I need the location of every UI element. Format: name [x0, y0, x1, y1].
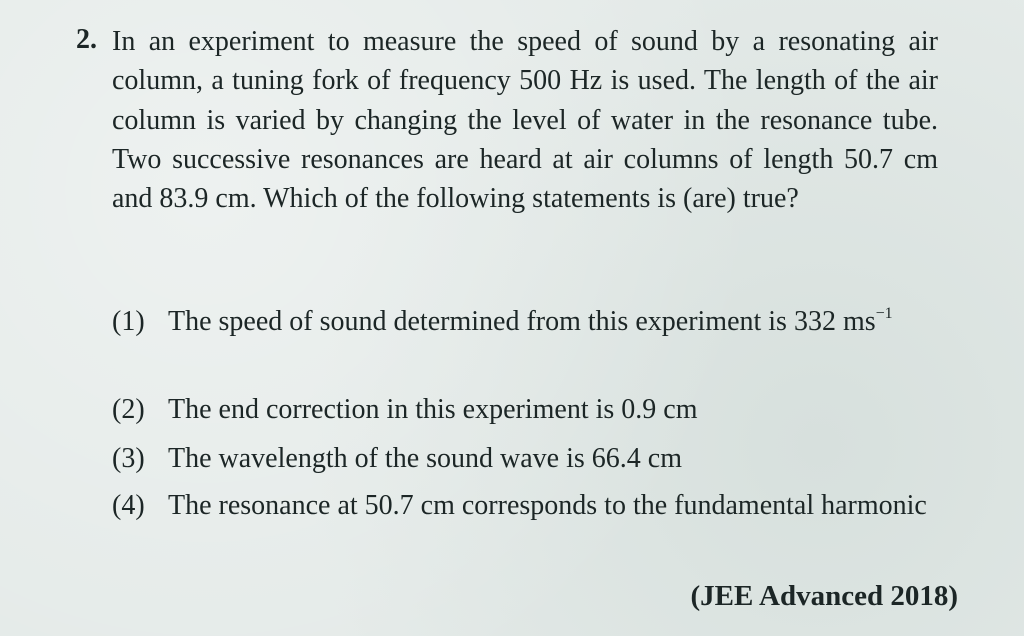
exam-source: (JEE Advanced 2018)	[690, 580, 958, 612]
option-4-text: The resonance at 50.7 cm corresponds to the fundamental harmonic	[168, 490, 927, 521]
option-3-text: The wavelength of the sound wave is 66.4 cm	[168, 443, 682, 474]
question-number: 2.	[76, 24, 97, 55]
option-2-label: (2)	[112, 394, 145, 425]
option-2-text: The end correction in this experiment is 0.9 cm	[168, 394, 698, 425]
option-3	[112, 441, 962, 477]
option-3-label: (3)	[112, 443, 145, 474]
option-4	[112, 488, 962, 524]
option-1	[112, 304, 962, 340]
question-text: In an experiment to measure the speed of sound by a resonating air column, a tuning fork of frequency 500 Hz is used. The length of the air column is varied by changing the level of water in the resonance tube. Two successive resonances are heard at air columns of length 50.7 cm and 83.9 cm. Which of the following statements is (are) true?	[112, 26, 938, 215]
option-1-label: (1)	[112, 306, 145, 337]
option-1-text	[168, 304, 962, 340]
option-4-label: (4)	[112, 490, 145, 521]
option-1-body: The speed of sound determined from this experiment is 332 ms	[168, 306, 876, 337]
option-1-superscript: −1	[875, 305, 893, 322]
option-2	[112, 392, 962, 428]
